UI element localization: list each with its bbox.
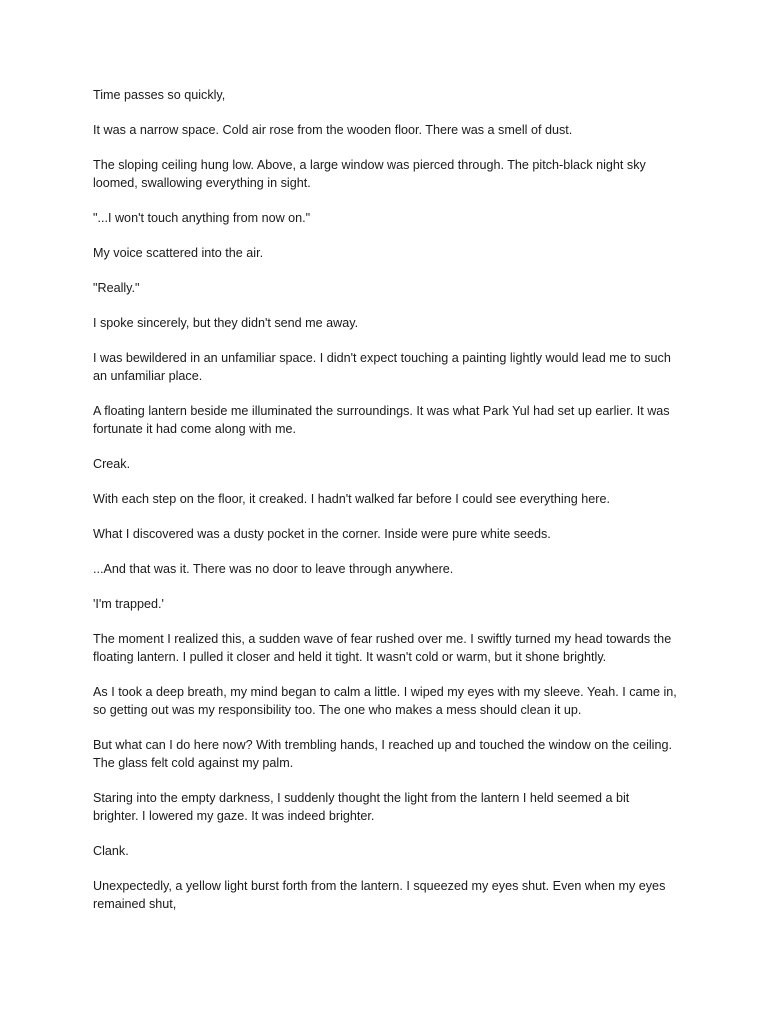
paragraph: As I took a deep breath, my mind began to calm a little. I wiped my eyes with my sleeve. Yeah. I came in, so getting out was my responsibility too. The one who makes a mess should clean it up. [93, 685, 677, 717]
paragraph: With each step on the floor, it creaked. I hadn't walked far before I could see everything here. [93, 492, 610, 506]
paragraph: I was bewildered in an unfamiliar space. I didn't expect touching a painting lightly would lead me to such an unfamiliar place. [93, 351, 671, 383]
paragraph: It was a narrow space. Cold air rose from the wooden floor. There was a smell of dust. [93, 123, 573, 137]
paragraph: Staring into the empty darkness, I suddenly thought the light from the lantern I held seemed a bit brighter. I lowered my gaze. It was indeed brighter. [93, 791, 630, 823]
paragraph: Unexpectedly, a yellow light burst forth from the lantern. I squeezed my eyes shut. Even when my eyes remained shut, [93, 879, 666, 911]
paragraph: Time passes so quickly, [93, 88, 226, 102]
paragraph: The moment I realized this, a sudden wave of fear rushed over me. I swiftly turned my head towards the floating lantern. I pulled it closer and held it tight. It wasn't cold or warm, but it shone brightly. [93, 632, 672, 664]
paragraph: Clank. [93, 844, 129, 858]
paragraph: What I discovered was a dusty pocket in the corner. Inside were pure white seeds. [93, 527, 551, 541]
paragraph: The sloping ceiling hung low. Above, a large window was pierced through. The pitch-black night sky loomed, swallowing everything in sight. [93, 158, 646, 190]
paragraph: But what can I do here now? With trembling hands, I reached up and touched the window on the ceiling. The glass felt cold against my palm. [93, 738, 672, 770]
paragraph: "...I won't touch anything from now on." [93, 211, 311, 225]
paragraph: ...And that was it. There was no door to leave through anywhere. [93, 562, 454, 576]
paragraph: I spoke sincerely, but they didn't send me away. [93, 316, 359, 330]
paragraph: My voice scattered into the air. [93, 246, 264, 260]
paragraph: 'I'm trapped.' [93, 597, 164, 611]
paragraph: A floating lantern beside me illuminated the surroundings. It was what Park Yul had set up earlier. It was fortunate it had come along with me. [93, 404, 670, 436]
paragraph: Creak. [93, 457, 131, 471]
paragraph: "Really." [93, 281, 140, 295]
